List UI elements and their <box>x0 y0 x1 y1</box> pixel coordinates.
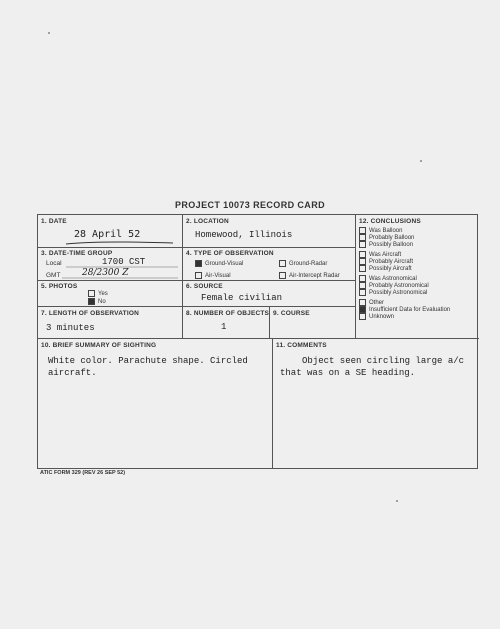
checkbox-icon <box>359 299 366 306</box>
location-value: Homewood, Illinois <box>195 230 293 240</box>
conclusion-option[interactable]: Possibly Balloon <box>359 241 450 248</box>
photos-cell <box>38 281 183 307</box>
conclusions-label: 12. CONCLUSIONS <box>359 218 421 225</box>
checkbox-icon <box>359 258 366 265</box>
checkbox-icon <box>359 234 366 241</box>
course-label: 9. COURSE <box>273 310 310 317</box>
length-cell <box>38 307 183 339</box>
comments-cell <box>273 339 479 468</box>
checkbox-icon <box>359 265 366 272</box>
observation-type-label: 4. TYPE OF OBSERVATION <box>186 250 274 257</box>
conclusion-option[interactable]: Other <box>359 299 450 306</box>
record-card <box>37 214 478 469</box>
local-time-value: 1700 CST <box>102 257 146 267</box>
card-title: PROJECT 10073 RECORD CARD <box>174 200 326 210</box>
checkbox-icon <box>279 260 286 267</box>
checkbox-icon <box>359 275 366 282</box>
conclusion-option[interactable]: Probably Balloon <box>359 234 450 241</box>
handwritten-underline <box>38 215 183 248</box>
field-underlines <box>38 248 183 281</box>
comments-label: 11. COMMENTS <box>276 342 327 349</box>
checkbox-icon <box>359 241 366 248</box>
checked-checkbox-icon <box>195 260 202 267</box>
objects-label: 8. NUMBER OF OBJECTS <box>186 310 270 317</box>
conclusion-option[interactable]: Probably Astronomical <box>359 282 450 289</box>
photos-option-no[interactable]: No <box>88 298 106 305</box>
length-value: 3 minutes <box>46 323 95 333</box>
speck <box>420 160 422 162</box>
conclusion-option[interactable]: Was Balloon <box>359 227 450 234</box>
obs-option-ground-radar[interactable]: Ground-Radar <box>279 260 327 267</box>
checked-checkbox-icon <box>359 306 366 313</box>
summary-text: White color. Parachute shape. Circled aircraft. <box>48 356 248 378</box>
observation-type-cell <box>183 248 356 281</box>
speck <box>48 32 50 34</box>
summary-cell <box>38 339 273 468</box>
conclusion-option[interactable]: Was Aircraft <box>359 251 450 258</box>
source-cell <box>183 281 356 307</box>
checkbox-icon <box>359 227 366 234</box>
course-cell <box>270 307 356 339</box>
gmt-label: GMT <box>46 272 61 279</box>
conclusion-option[interactable]: Unknown <box>359 313 450 320</box>
speck <box>396 500 398 502</box>
date-value: 28 April 52 <box>74 229 141 240</box>
photos-label: 5. PHOTOS <box>41 283 78 290</box>
summary-label: 10. BRIEF SUMMARY OF SIGHTING <box>41 342 157 349</box>
conclusion-option[interactable]: Possibly Astronomical <box>359 289 450 296</box>
gmt-time-value: 28/2300 Z <box>82 268 129 278</box>
checkbox-icon <box>359 282 366 289</box>
obs-option-air-visual[interactable]: Air-Visual <box>195 272 231 279</box>
local-label: Local <box>46 260 62 267</box>
datetime-label: 3. DATE-TIME GROUP <box>41 250 113 257</box>
checked-checkbox-icon <box>88 298 95 305</box>
checkbox-icon <box>195 272 202 279</box>
location-label: 2. LOCATION <box>186 218 229 225</box>
checkbox-icon <box>359 313 366 320</box>
conclusion-option[interactable]: Possibly Aircraft <box>359 265 450 272</box>
comments-text: Object seen circling large a/c that was on a SE heading. <box>280 356 465 378</box>
objects-value: 1 <box>221 322 227 332</box>
photos-option-yes[interactable]: Yes <box>88 290 108 297</box>
datetime-cell <box>38 248 183 281</box>
source-value: Female civilian <box>201 293 283 303</box>
conclusion-option[interactable]: Was Astronomical <box>359 275 450 282</box>
date-label: 1. DATE <box>41 218 67 225</box>
conclusions-cell <box>356 215 479 339</box>
objects-cell <box>183 307 270 339</box>
checkbox-icon <box>88 290 95 297</box>
length-label: 7. LENGTH OF OBSERVATION <box>41 310 139 317</box>
checkbox-icon <box>359 251 366 258</box>
checkbox-icon <box>279 272 286 279</box>
source-label: 6. SOURCE <box>186 283 223 290</box>
conclusions-list <box>359 227 450 320</box>
conclusion-option-checked[interactable]: Insufficient Data for Evaluation <box>359 306 450 313</box>
obs-option-air-intercept-radar[interactable]: Air-Intercept Radar <box>279 272 340 279</box>
obs-option-ground-visual[interactable]: Ground-Visual <box>195 260 243 267</box>
checkbox-icon <box>359 289 366 296</box>
form-footer: ATIC FORM 329 (REV 26 SEP 52) <box>40 470 126 476</box>
conclusion-option[interactable]: Probably Aircraft <box>359 258 450 265</box>
date-cell <box>38 215 183 248</box>
location-cell <box>183 215 356 248</box>
